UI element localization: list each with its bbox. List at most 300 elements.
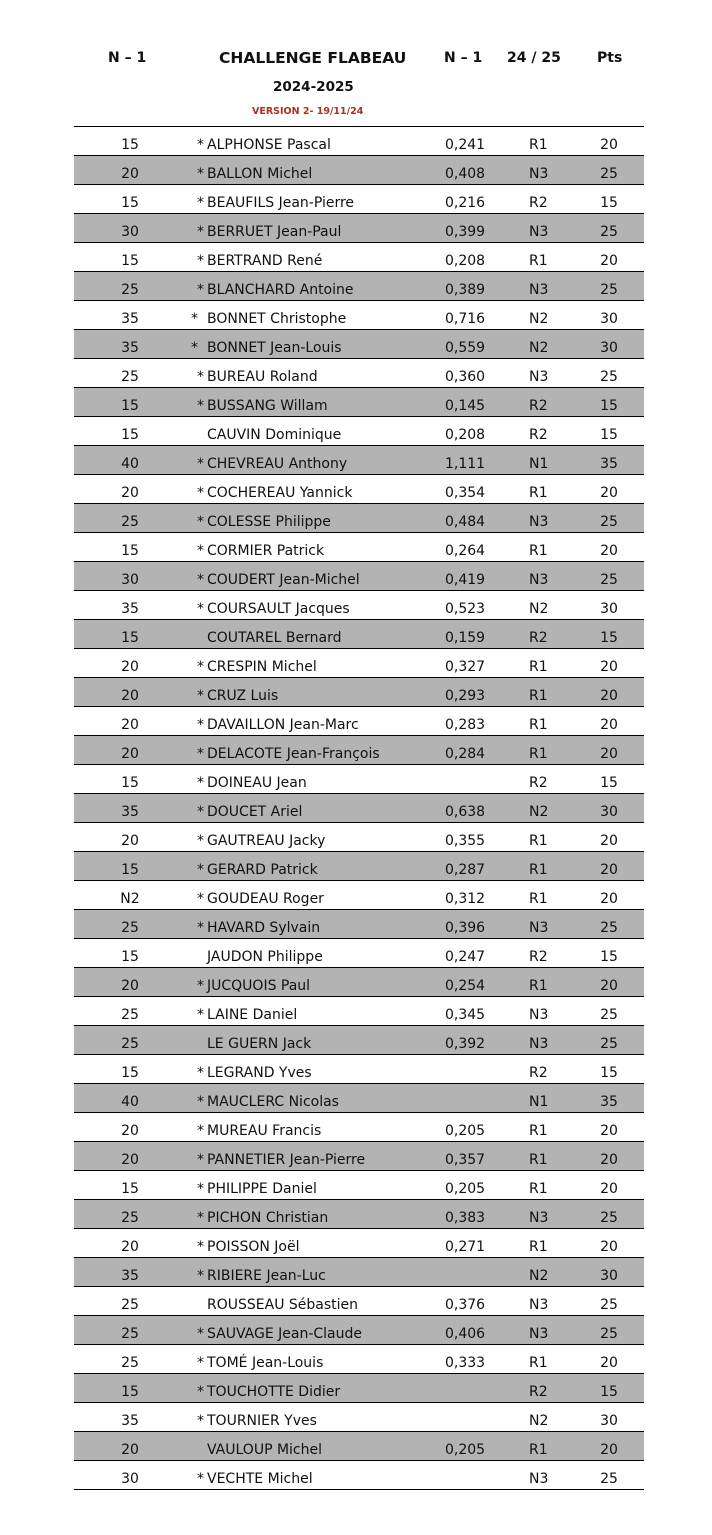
- cell-star: *: [197, 833, 204, 849]
- table-row: [74, 823, 644, 852]
- cell-average: 0,376: [445, 1297, 486, 1313]
- cell-player-name: PANNETIER Jean-Pierre: [207, 1152, 366, 1168]
- table-row: [74, 678, 644, 707]
- cell-points: 25: [600, 282, 618, 298]
- cell-average: 0,345: [445, 1007, 486, 1023]
- cell-points: 20: [600, 746, 618, 762]
- cell-n1-score: 15: [121, 137, 139, 153]
- cell-average: 0,484: [445, 514, 486, 530]
- cell-average: 0,264: [445, 543, 486, 559]
- cell-player-name: JUCQUOIS Paul: [207, 978, 311, 994]
- table-row: [74, 1171, 644, 1200]
- table-row: [74, 1229, 644, 1258]
- cell-category: R1: [529, 659, 548, 675]
- cell-n1-score: 20: [121, 717, 139, 733]
- table-row: [74, 301, 644, 330]
- cell-category: N3: [529, 1297, 549, 1313]
- cell-category: N3: [529, 1007, 549, 1023]
- cell-category: N2: [529, 340, 549, 356]
- cell-star: *: [197, 1268, 204, 1284]
- cell-player-name: CAUVIN Dominique: [207, 427, 342, 443]
- cell-n1-score: 25: [121, 920, 139, 936]
- cell-points: 20: [600, 659, 618, 675]
- cell-star: *: [197, 891, 204, 907]
- cell-category: N3: [529, 1036, 549, 1052]
- cell-player-name: LE GUERN Jack: [207, 1036, 312, 1052]
- cell-star: *: [197, 1152, 204, 1168]
- cell-points: 20: [600, 253, 618, 269]
- cell-player-name: VECHTE Michel: [207, 1471, 313, 1487]
- cell-n1-score: 35: [121, 1413, 139, 1429]
- cell-player-name: TOUCHOTTE Didier: [207, 1384, 341, 1400]
- cell-player-name: LEGRAND Yves: [207, 1065, 312, 1081]
- cell-category: R1: [529, 137, 548, 153]
- cell-n1-score: 15: [121, 253, 139, 269]
- cell-category: N2: [529, 1268, 549, 1284]
- cell-star: *: [197, 137, 204, 153]
- cell-points: 20: [600, 543, 618, 559]
- cell-points: 20: [600, 891, 618, 907]
- header-pts: Pts: [597, 50, 623, 66]
- cell-star: *: [197, 775, 204, 791]
- cell-player-name: BERTRAND René: [207, 253, 323, 269]
- cell-player-name: ALPHONSE Pascal: [207, 137, 331, 153]
- cell-category: R1: [529, 862, 548, 878]
- cell-n1-score: 30: [121, 1471, 139, 1487]
- table-row: [74, 939, 644, 968]
- header-years: 2024-2025: [273, 79, 354, 95]
- cell-category: N3: [529, 1471, 549, 1487]
- cell-category: N2: [529, 601, 549, 617]
- cell-average: 0,408: [445, 166, 486, 182]
- cell-average: 0,327: [445, 659, 486, 675]
- cell-player-name: CHEVREAU Anthony: [207, 456, 348, 472]
- table-row: [74, 881, 644, 910]
- cell-points: 15: [600, 1065, 618, 1081]
- cell-star: *: [197, 1239, 204, 1255]
- cell-category: R1: [529, 1181, 548, 1197]
- cell-star: *: [191, 311, 198, 327]
- cell-average: 0,360: [445, 369, 486, 385]
- cell-average: 0,159: [445, 630, 486, 646]
- table-row: [74, 997, 644, 1026]
- cell-points: 20: [600, 1123, 618, 1139]
- cell-player-name: GERARD Patrick: [207, 862, 318, 878]
- cell-n1-score: 25: [121, 514, 139, 530]
- cell-average: 1,111: [445, 456, 486, 472]
- cell-points: 25: [600, 1297, 618, 1313]
- cell-n1-score: 20: [121, 659, 139, 675]
- table-row: [74, 1432, 644, 1461]
- cell-points: 20: [600, 862, 618, 878]
- cell-average: 0,216: [445, 195, 486, 211]
- cell-player-name: HAVARD Sylvain: [207, 920, 321, 936]
- table-row: [74, 794, 644, 823]
- cell-category: N3: [529, 1210, 549, 1226]
- header-season: 24 / 25: [507, 50, 561, 66]
- cell-n1-score: 15: [121, 398, 139, 414]
- cell-player-name: BALLON Michel: [207, 166, 313, 182]
- cell-points: 25: [600, 1326, 618, 1342]
- cell-category: R2: [529, 427, 548, 443]
- cell-star: *: [197, 688, 204, 704]
- cell-points: 25: [600, 1471, 618, 1487]
- cell-n1-score: 15: [121, 949, 139, 965]
- cell-star: *: [197, 1094, 204, 1110]
- cell-star: *: [197, 717, 204, 733]
- cell-category: N3: [529, 282, 549, 298]
- cell-points: 25: [600, 920, 618, 936]
- cell-points: 30: [600, 1413, 618, 1429]
- cell-player-name: DELACOTE Jean-François: [207, 746, 380, 762]
- table-row: [74, 330, 644, 359]
- cell-average: 0,354: [445, 485, 486, 501]
- cell-points: 20: [600, 1442, 618, 1458]
- cell-category: R2: [529, 1065, 548, 1081]
- cell-average: 0,406: [445, 1326, 486, 1342]
- cell-star: *: [197, 543, 204, 559]
- cell-player-name: DAVAILLON Jean-Marc: [207, 717, 359, 733]
- cell-n1-score: 35: [121, 1268, 139, 1284]
- cell-category: R1: [529, 253, 548, 269]
- cell-average: 0,333: [445, 1355, 486, 1371]
- cell-average: 0,271: [445, 1239, 486, 1255]
- cell-points: 15: [600, 630, 618, 646]
- cell-player-name: COUTAREL Bernard: [207, 630, 342, 646]
- cell-category: N2: [529, 1413, 549, 1429]
- cell-star: *: [197, 804, 204, 820]
- cell-points: 20: [600, 485, 618, 501]
- cell-n1-score: 35: [121, 601, 139, 617]
- cell-category: N3: [529, 572, 549, 588]
- table-row: [74, 562, 644, 591]
- cell-star: *: [197, 195, 204, 211]
- cell-category: R1: [529, 1442, 548, 1458]
- cell-n1-score: 20: [121, 746, 139, 762]
- table-row: [74, 446, 644, 475]
- table-row: [74, 1084, 644, 1113]
- page-title: CHALLENGE FLABEAU: [219, 49, 407, 67]
- cell-points: 20: [600, 1239, 618, 1255]
- cell-player-name: DOUCET Ariel: [207, 804, 303, 820]
- cell-points: 25: [600, 166, 618, 182]
- cell-player-name: PHILIPPE Daniel: [207, 1181, 317, 1197]
- cell-n1-score: 40: [121, 1094, 139, 1110]
- cell-points: 20: [600, 1181, 618, 1197]
- cell-star: *: [197, 1181, 204, 1197]
- cell-average: 0,312: [445, 891, 486, 907]
- cell-points: 20: [600, 1355, 618, 1371]
- table-row: [74, 852, 644, 881]
- cell-points: 30: [600, 311, 618, 327]
- table-row: [74, 1055, 644, 1084]
- table-row: [74, 1461, 644, 1490]
- cell-player-name: ROUSSEAU Sébastien: [207, 1297, 359, 1313]
- cell-average: 0,287: [445, 862, 486, 878]
- cell-average: 0,419: [445, 572, 486, 588]
- cell-n1-score: 30: [121, 224, 139, 240]
- table-row: [74, 620, 644, 649]
- cell-player-name: SAUVAGE Jean-Claude: [207, 1326, 362, 1342]
- cell-points: 25: [600, 224, 618, 240]
- cell-category: R1: [529, 1239, 548, 1255]
- cell-points: 15: [600, 427, 618, 443]
- table-row: [74, 707, 644, 736]
- cell-player-name: TOMÉ Jean-Louis: [207, 1355, 324, 1371]
- cell-n1-score: 20: [121, 833, 139, 849]
- table-row: [74, 504, 644, 533]
- cell-star: *: [197, 514, 204, 530]
- cell-n1-score: 15: [121, 1065, 139, 1081]
- cell-star: *: [197, 1413, 204, 1429]
- player-table: [74, 126, 644, 1490]
- cell-n1-score: 15: [121, 427, 139, 443]
- cell-category: R2: [529, 949, 548, 965]
- cell-player-name: MUREAU Francis: [207, 1123, 322, 1139]
- cell-points: 30: [600, 601, 618, 617]
- cell-star: *: [197, 862, 204, 878]
- table-row: [74, 272, 644, 301]
- cell-category: R1: [529, 891, 548, 907]
- table-row: [74, 185, 644, 214]
- cell-player-name: BONNET Christophe: [207, 311, 347, 327]
- cell-average: 0,284: [445, 746, 486, 762]
- cell-category: N3: [529, 369, 549, 385]
- cell-n1-score: 20: [121, 1442, 139, 1458]
- cell-star: *: [197, 398, 204, 414]
- cell-n1-score: 20: [121, 1123, 139, 1139]
- cell-player-name: BUREAU Roland: [207, 369, 318, 385]
- cell-category: N1: [529, 456, 549, 472]
- cell-player-name: CORMIER Patrick: [207, 543, 325, 559]
- cell-player-name: JAUDON Philippe: [207, 949, 323, 965]
- cell-star: *: [197, 746, 204, 762]
- cell-n1-score: 25: [121, 369, 139, 385]
- cell-player-name: CRUZ Luis: [207, 688, 279, 704]
- cell-n1-score: 25: [121, 282, 139, 298]
- cell-player-name: COLESSE Philippe: [207, 514, 331, 530]
- cell-average: 0,392: [445, 1036, 486, 1052]
- cell-player-name: BERRUET Jean-Paul: [207, 224, 342, 240]
- cell-points: 15: [600, 949, 618, 965]
- cell-average: 0,383: [445, 1210, 486, 1226]
- cell-n1-score: 15: [121, 630, 139, 646]
- cell-star: *: [197, 166, 204, 182]
- cell-average: 0,283: [445, 717, 486, 733]
- cell-n1-score: 35: [121, 804, 139, 820]
- cell-n1-score: 15: [121, 775, 139, 791]
- table-row: [74, 359, 644, 388]
- cell-player-name: PICHON Christian: [207, 1210, 329, 1226]
- cell-player-name: DOINEAU Jean: [207, 775, 307, 791]
- cell-player-name: COCHEREAU Yannick: [207, 485, 353, 501]
- cell-average: 0,523: [445, 601, 486, 617]
- table-row: [74, 127, 644, 156]
- cell-star: *: [197, 1210, 204, 1226]
- cell-player-name: TOURNIER Yves: [207, 1413, 317, 1429]
- cell-points: 35: [600, 1094, 618, 1110]
- cell-n1-score: 15: [121, 543, 139, 559]
- cell-points: 35: [600, 456, 618, 472]
- cell-star: *: [197, 456, 204, 472]
- cell-category: N2: [529, 804, 549, 820]
- cell-average: 0,389: [445, 282, 486, 298]
- cell-n1-score: 20: [121, 1152, 139, 1168]
- cell-category: N3: [529, 224, 549, 240]
- table-row: [74, 243, 644, 272]
- cell-points: 25: [600, 572, 618, 588]
- table-row: [74, 1113, 644, 1142]
- cell-n1-score: 20: [121, 166, 139, 182]
- cell-star: *: [197, 659, 204, 675]
- cell-n1-score: 15: [121, 195, 139, 211]
- table-row: [74, 156, 644, 185]
- cell-points: 20: [600, 717, 618, 733]
- cell-player-name: GOUDEAU Roger: [207, 891, 324, 907]
- cell-star: *: [197, 1123, 204, 1139]
- cell-category: R1: [529, 1355, 548, 1371]
- cell-star: *: [197, 253, 204, 269]
- cell-category: R1: [529, 833, 548, 849]
- cell-points: 25: [600, 1036, 618, 1052]
- cell-star: *: [191, 340, 198, 356]
- cell-category: R2: [529, 775, 548, 791]
- cell-n1-score: 25: [121, 1355, 139, 1371]
- table-row: [74, 910, 644, 939]
- cell-player-name: BEAUFILS Jean-Pierre: [207, 195, 355, 211]
- cell-star: *: [197, 1384, 204, 1400]
- cell-star: *: [197, 282, 204, 298]
- cell-n1-score: 25: [121, 1007, 139, 1023]
- cell-category: R2: [529, 398, 548, 414]
- header-n1-right: N – 1: [444, 50, 483, 66]
- cell-average: 0,205: [445, 1181, 486, 1197]
- cell-n1-score: 20: [121, 688, 139, 704]
- table-row: [74, 388, 644, 417]
- table-row: [74, 591, 644, 620]
- table-row: [74, 1142, 644, 1171]
- cell-player-name: MAUCLERC Nicolas: [207, 1094, 339, 1110]
- cell-n1-score: 20: [121, 978, 139, 994]
- cell-star: *: [197, 224, 204, 240]
- table-row: [74, 1403, 644, 1432]
- cell-player-name: BONNET Jean-Louis: [207, 340, 342, 356]
- cell-category: R1: [529, 1123, 548, 1139]
- cell-average: 0,254: [445, 978, 486, 994]
- cell-points: 15: [600, 775, 618, 791]
- cell-category: R1: [529, 746, 548, 762]
- cell-average: 0,293: [445, 688, 486, 704]
- cell-category: N3: [529, 920, 549, 936]
- cell-category: R1: [529, 1152, 548, 1168]
- table-row: [74, 417, 644, 446]
- table-row: [74, 475, 644, 504]
- cell-star: *: [197, 1471, 204, 1487]
- table-row: [74, 1258, 644, 1287]
- cell-n1-score: 25: [121, 1036, 139, 1052]
- cell-n1-score: N2: [120, 891, 140, 907]
- cell-star: *: [197, 601, 204, 617]
- cell-player-name: GAUTREAU Jacky: [207, 833, 326, 849]
- cell-average: 0,716: [445, 311, 486, 327]
- cell-category: N3: [529, 1326, 549, 1342]
- cell-category: R1: [529, 485, 548, 501]
- cell-player-name: BUSSANG Willam: [207, 398, 328, 414]
- cell-star: *: [197, 1355, 204, 1371]
- cell-star: *: [197, 920, 204, 936]
- cell-average: 0,357: [445, 1152, 486, 1168]
- cell-player-name: COUDERT Jean-Michel: [207, 572, 360, 588]
- cell-n1-score: 15: [121, 1181, 139, 1197]
- cell-average: 0,355: [445, 833, 486, 849]
- table-row: [74, 968, 644, 997]
- cell-n1-score: 35: [121, 340, 139, 356]
- cell-category: R1: [529, 543, 548, 559]
- cell-average: 0,205: [445, 1123, 486, 1139]
- table-row: [74, 1316, 644, 1345]
- cell-points: 20: [600, 978, 618, 994]
- cell-category: N1: [529, 1094, 549, 1110]
- table-row: [74, 1345, 644, 1374]
- table-row: [74, 649, 644, 678]
- cell-average: 0,208: [445, 253, 486, 269]
- table-row: [74, 214, 644, 243]
- cell-average: 0,399: [445, 224, 486, 240]
- cell-category: R2: [529, 630, 548, 646]
- table-row: [74, 1287, 644, 1316]
- cell-player-name: VAULOUP Michel: [207, 1442, 323, 1458]
- cell-n1-score: 25: [121, 1210, 139, 1226]
- cell-category: N3: [529, 514, 549, 530]
- table-row: [74, 1200, 644, 1229]
- cell-n1-score: 40: [121, 456, 139, 472]
- cell-category: N3: [529, 166, 549, 182]
- cell-points: 15: [600, 195, 618, 211]
- cell-points: 15: [600, 398, 618, 414]
- cell-points: 25: [600, 369, 618, 385]
- cell-star: *: [197, 978, 204, 994]
- cell-average: 0,559: [445, 340, 486, 356]
- cell-average: 0,145: [445, 398, 486, 414]
- cell-category: R2: [529, 1384, 548, 1400]
- cell-n1-score: 15: [121, 1384, 139, 1400]
- cell-category: R2: [529, 195, 548, 211]
- cell-star: *: [197, 1065, 204, 1081]
- cell-points: 25: [600, 1007, 618, 1023]
- cell-star: *: [197, 572, 204, 588]
- table-row: [74, 1374, 644, 1403]
- cell-points: 30: [600, 340, 618, 356]
- cell-n1-score: 20: [121, 485, 139, 501]
- cell-average: 0,241: [445, 137, 486, 153]
- cell-points: 30: [600, 1268, 618, 1284]
- cell-points: 15: [600, 1384, 618, 1400]
- table-row: [74, 533, 644, 562]
- cell-n1-score: 15: [121, 862, 139, 878]
- cell-player-name: RIBIERE Jean-Luc: [207, 1268, 326, 1284]
- cell-star: *: [197, 1326, 204, 1342]
- cell-star: *: [197, 1007, 204, 1023]
- cell-category: N2: [529, 311, 549, 327]
- cell-n1-score: 30: [121, 572, 139, 588]
- version-note: VERSION 2- 19/11/24: [252, 106, 364, 117]
- cell-points: 20: [600, 688, 618, 704]
- table-row: [74, 765, 644, 794]
- cell-star: *: [197, 485, 204, 501]
- cell-points: 25: [600, 1210, 618, 1226]
- cell-points: 20: [600, 833, 618, 849]
- cell-player-name: COURSAULT Jacques: [207, 601, 350, 617]
